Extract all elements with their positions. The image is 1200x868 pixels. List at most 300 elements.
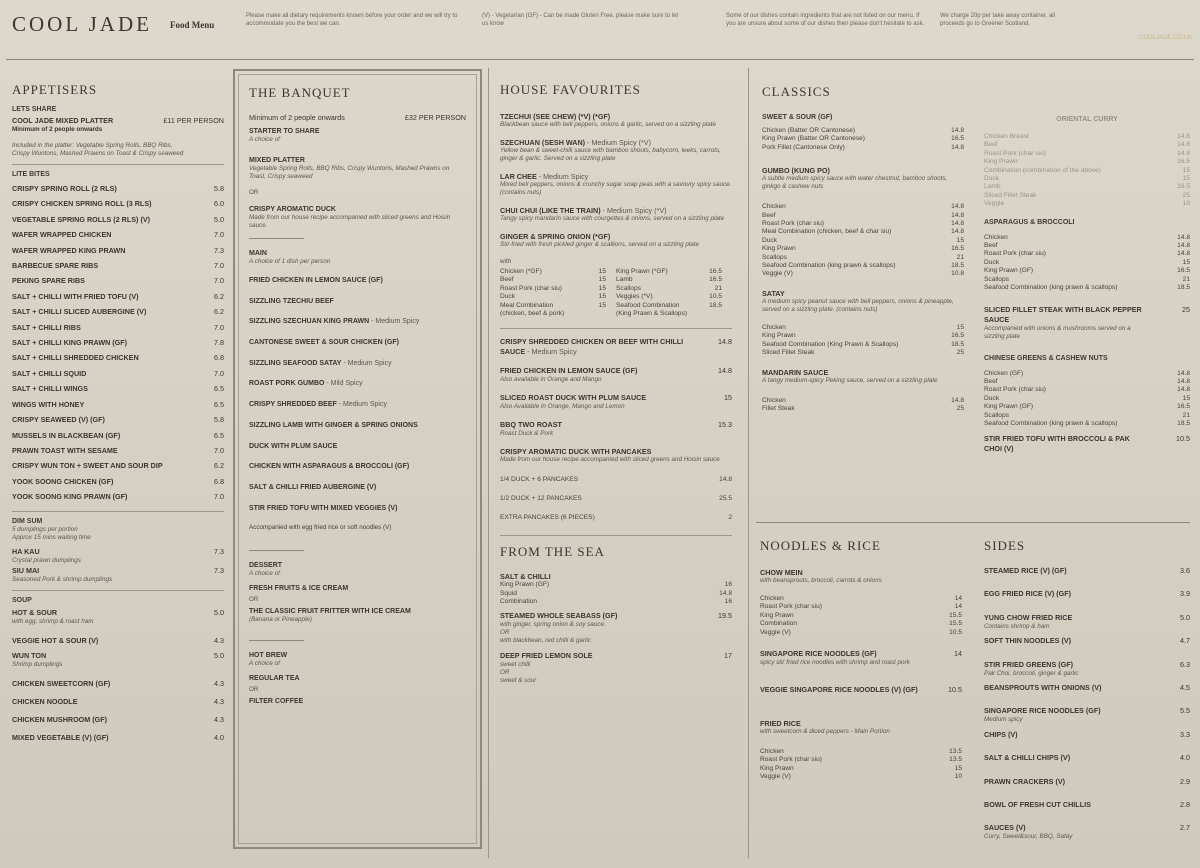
item-price: 14.8 — [718, 366, 732, 376]
menu-row — [12, 428, 224, 443]
seabass — [500, 611, 732, 621]
house-item — [500, 112, 732, 129]
item-price: 5.5 — [1180, 706, 1190, 716]
option-name: Veggie — [984, 200, 1005, 208]
option-name: Roast Pork (char siu) — [984, 386, 1046, 394]
item-name: SINGAPORE RICE NOODLES (GF) — [984, 706, 1101, 716]
item-name: SZECHUAN (SESH WAN) — [500, 138, 586, 147]
menu-row — [12, 693, 224, 711]
option-price: 14.8 — [1177, 250, 1190, 258]
option-name: Chicken (GF) — [984, 369, 1024, 377]
option-row — [984, 386, 1190, 394]
banquet-platter: MIXED PLATTER — [249, 157, 305, 164]
item-name: CHIPS (V) — [984, 729, 1018, 739]
option-name: Veggie (V) — [760, 628, 791, 636]
option-price: 14.8 — [1177, 386, 1190, 394]
veggie-singapore-noodles — [760, 685, 962, 695]
option-name: (chicken, beef & pork) — [500, 310, 565, 318]
duck-option — [500, 489, 732, 508]
option-name: Beef — [762, 211, 776, 219]
option-price: 13.5 — [949, 756, 962, 764]
fritter-desc: (Banana or Pineapple) — [249, 616, 313, 624]
option-row — [762, 254, 964, 262]
greens-list — [984, 370, 1190, 429]
option-price: 15 — [1182, 175, 1190, 183]
menu-row — [12, 607, 224, 618]
option-row — [984, 412, 1190, 420]
house-item — [500, 206, 732, 223]
house-more-list — [500, 337, 732, 438]
banquet-platter-desc: Vegetable Spring Rolls, BBQ Ribs, Crispy Wuntons, Mashed Prawns on Toast, Crispy seaweed — [249, 165, 450, 180]
item-name: SALT & CHILLI CHIPS (V) — [984, 753, 1071, 763]
item-price: 6.8 — [214, 353, 224, 363]
option-price: 25 — [956, 404, 964, 412]
option-row — [500, 590, 732, 598]
option-row — [762, 212, 964, 220]
item-name — [500, 337, 690, 357]
item-price: 4.3 — [214, 696, 224, 706]
banquet-main-item — [249, 317, 466, 326]
item-price: 6.2 — [214, 307, 224, 317]
item-name: YUNG CHOW FRIED RICE — [984, 612, 1073, 622]
option-name: King Prawn (GF) — [500, 581, 550, 589]
house-favourites-column — [500, 82, 732, 685]
item-price: 10.5 — [1176, 434, 1190, 444]
option-row — [760, 612, 962, 620]
item-desc: Medium spicy — [984, 716, 1023, 724]
option-price: 14.8 — [1177, 233, 1190, 241]
option-row — [616, 285, 722, 293]
item-price: 7.0 — [214, 276, 224, 286]
option-row — [500, 293, 606, 301]
option-name: Duck — [984, 258, 1000, 266]
option-name: Meal Combination (chicken, beef & char siu) — [762, 228, 892, 236]
side-item — [984, 730, 1190, 753]
option-price: 16.5 — [709, 276, 722, 284]
banquet-duck-desc: Made from our house recipe accompanied with sliced greens and Hoisin sauce. — [249, 214, 451, 229]
banquet-minimum: Minimum of 2 people onwards — [249, 113, 345, 122]
item-name: WAFER WRAPPED KING PRAWN — [12, 245, 126, 255]
mandarin-desc: A tangy medium-spicy Peking sauce, served on a sizzling plate — [762, 376, 938, 384]
ingredients-note: Some of our dishes contain ingredients that are not listed on our menu. If you are unsure about some of our dishes then please don't hesitate to ask. — [726, 13, 925, 27]
item-price: 2.7 — [1180, 823, 1190, 833]
appetisers-title: APPETISERS — [12, 82, 98, 97]
option-price: 16.5 — [1177, 403, 1190, 411]
item-price: 10.5 — [948, 685, 962, 695]
option-name: Roast Pork (char siu) — [760, 756, 822, 764]
dim-sum-list — [12, 546, 224, 584]
option-name: Duck — [984, 394, 1000, 402]
menu-row — [984, 777, 1190, 787]
menu-row — [12, 335, 224, 350]
option-row — [984, 242, 1190, 250]
sweet-sour-heading: SWEET & SOUR (GF) — [762, 114, 833, 121]
option-name: Roast Pork (char siu) — [762, 220, 824, 228]
item-name: BARBECUE SPARE RIBS — [12, 261, 99, 271]
item-price: 4.0 — [1180, 753, 1190, 763]
item-label: SLICED ROAST DUCK WITH PLUM SAUCE — [500, 393, 647, 403]
option-price: 10.5 — [709, 293, 722, 301]
option-row — [984, 200, 1190, 208]
menu-row — [984, 660, 1190, 670]
lite-bites-list — [12, 181, 224, 505]
option-price: 16.5 — [951, 332, 964, 340]
house-item — [500, 420, 732, 438]
option-name: Scallops — [762, 253, 787, 261]
mandarin-list — [762, 397, 964, 414]
column-divider — [748, 68, 749, 858]
option-name: Scallops — [616, 284, 641, 292]
aromatic-duck-desc: Made from our house recipe accompanied with sliced greens and Hoisin sauce — [500, 456, 720, 464]
dim-sum-note: 5 dumplings per portion — [12, 525, 78, 533]
option-price: 15 — [598, 293, 606, 301]
option-name: EXTRA PANCAKES (6 PIECES) — [500, 514, 595, 522]
item-desc: Stir-fried with fresh pickled ginger & scallions, served on a sizzling plate — [500, 241, 700, 248]
oriental-curry-block — [984, 116, 1190, 209]
item-desc: Mixed bell peppers, onions & crunchy sugar snap peas with a savoury spicy sauce. (contains nuts) — [500, 181, 732, 196]
item-desc: Also available in Orange and Mango — [500, 376, 602, 384]
option-name: Duck — [762, 236, 778, 244]
option-row — [984, 141, 1190, 149]
hot-brew-choice: A choice of — [249, 660, 280, 668]
mandarin-heading: MANDARIN SAUCE — [762, 367, 829, 377]
asparagus-list — [984, 234, 1190, 293]
item-name: HOT & SOUR — [12, 607, 58, 617]
chow-mein-desc: with beansprouts, broccoli, carrots & onions — [760, 577, 882, 584]
option-name: Seafood Combination (king prawn & scallops) — [984, 419, 1118, 427]
option-price: 25 — [956, 349, 964, 357]
item-price: 5.0 — [214, 607, 224, 617]
item-name — [500, 366, 690, 376]
menu-row — [500, 337, 732, 357]
item-price: 4.7 — [1180, 636, 1190, 646]
item-price: 5.0 — [1180, 612, 1190, 622]
column-divider — [488, 68, 489, 858]
side-item — [984, 706, 1190, 729]
main-choice: A choice of 1 dish per person — [249, 258, 331, 265]
item-name: CHICKEN WITH ASPARAGUS & BROCCOLI (GF) — [249, 463, 410, 471]
option-row — [984, 370, 1190, 378]
option-row — [500, 276, 606, 284]
item-name: SIZZLING TZECHIU BEEF — [249, 297, 334, 305]
option-price: 14 — [954, 603, 962, 611]
option-row — [760, 765, 962, 773]
item-price: 6.5 — [214, 384, 224, 394]
item-desc: Roast Duck & Pork — [500, 430, 554, 438]
regular-tea: REGULAR TEA — [249, 675, 300, 683]
option-price: 21 — [714, 284, 722, 292]
option-name: Sliced Fillet Steak — [984, 191, 1037, 199]
item-price: 7.0 — [214, 261, 224, 271]
menu-row — [500, 420, 732, 430]
item-desc: Yellow bean & sweet-chilli sauce with bamboo shoots, babycorn, leeks, carrots, ginger & garlic. Served on a sizzling plate — [500, 147, 721, 162]
section-divider — [12, 511, 224, 512]
house-item — [500, 232, 732, 249]
side-item — [984, 613, 1190, 636]
option-row — [984, 250, 1190, 258]
soup-list — [12, 607, 224, 747]
item-spice: - Medium Spicy — [341, 359, 392, 367]
menu-row — [12, 196, 224, 211]
option-price: 15.5 — [949, 620, 962, 628]
item-title — [500, 172, 732, 181]
item-price: 7.0 — [214, 322, 224, 332]
item-price: 5.8 — [214, 415, 224, 425]
item-name: STIR FRIED GREENS (GF) — [984, 659, 1074, 669]
option-price: 14.8 — [719, 476, 732, 484]
with-left-list — [500, 268, 606, 318]
item-title — [500, 138, 732, 147]
or-label: OR — [500, 668, 510, 676]
item-name: GINGER & SPRING ONION (*GF) — [500, 232, 611, 241]
menu-row — [12, 273, 224, 288]
menu-row — [12, 350, 224, 365]
option-name: Sliced Fillet Steak — [762, 349, 815, 357]
item-price: 6.5 — [214, 430, 224, 440]
item-price: 4.3 — [214, 714, 224, 724]
option-price: 10 — [954, 773, 962, 781]
option-name: Pork Fillet (Cantonese Only) — [762, 143, 845, 151]
option-name: King Prawn — [984, 158, 1018, 166]
option-price: 16.5 — [1177, 183, 1190, 191]
banquet-main-item — [249, 379, 466, 388]
menu-row — [12, 546, 224, 557]
item-spice: - Medium Spicy — [525, 347, 577, 357]
legend-note: (V) - Vegetarian (GF) - Can be made Gluten Free, please make sure to let us know — [482, 13, 679, 27]
option-price: 14.8 — [1177, 149, 1190, 157]
option-row — [760, 748, 962, 756]
starter-heading: STARTER TO SHARE — [249, 128, 320, 135]
option-row — [616, 310, 722, 318]
item-name: STEAMED RICE (V) (GF) — [984, 566, 1067, 575]
aromatic-duck: CRISPY AROMATIC DUCK WITH PANCAKES — [500, 447, 652, 457]
banquet-main-item — [249, 421, 466, 430]
menu-row — [12, 366, 224, 381]
item-name: LAR CHEE — [500, 172, 537, 181]
platter-minimum: Minimum of 2 people onwards — [12, 126, 103, 133]
item-spice: - Medium Spicy — [536, 172, 589, 181]
lite-bites-heading: LITE BITES — [12, 171, 50, 178]
option-name: King Prawn (GF) — [984, 403, 1034, 411]
option-name: King Prawn (*GF) — [616, 268, 668, 275]
menu-row — [12, 212, 224, 227]
item-desc: with egg, shrimp & roast ham — [12, 617, 94, 625]
item-price: 3.3 — [1180, 729, 1190, 739]
item-price: 6.2 — [214, 291, 224, 301]
duck-option — [500, 508, 732, 527]
classics-right-column — [984, 116, 1190, 454]
house-item — [500, 337, 732, 357]
item-desc: Tangy spicy mandarin sauce with courgettes & onions, served on a sizzling plate — [500, 215, 725, 222]
option-price: 16.5 — [709, 268, 722, 275]
item-name: WINGS WITH HONEY — [12, 399, 85, 409]
option-name: Seafood Combination (king prawn & scallops) — [762, 262, 896, 270]
item-desc: Contains shrimp & ham — [984, 622, 1050, 630]
side-item — [984, 777, 1190, 800]
option-row — [984, 175, 1190, 183]
accompaniment-note: Accompanied with egg fried rice or soft noodles (V) — [249, 524, 392, 532]
house-item — [500, 393, 732, 411]
option-name: Seafood Combination — [616, 301, 680, 309]
option-name: Combination — [760, 620, 798, 628]
item-label: BBQ TWO ROAST — [500, 420, 562, 430]
item-price: 3.6 — [1180, 566, 1190, 575]
item-name: SALT + CHILLI WITH FRIED TOFU (V) — [12, 291, 139, 301]
option-price: 15 — [954, 764, 962, 772]
sweet-sour-list — [762, 127, 964, 152]
item-desc: Pak Choi, broccoli, ginger & garlic — [984, 669, 1079, 677]
option-price: 14.8 — [1177, 141, 1190, 149]
option-row — [762, 349, 964, 357]
option-price: 15.5 — [949, 611, 962, 619]
option-price: 15 — [598, 284, 606, 292]
duck-option — [500, 470, 732, 489]
option-price: 15 — [1182, 166, 1190, 174]
item-name: ROAST PORK GUMBO — [249, 380, 325, 388]
dessert-fritter: THE CLASSIC FRUIT FRITTER WITH ICE CREAM — [249, 608, 411, 616]
curry-heading: ORIENTAL CURRY — [1056, 116, 1118, 123]
option-name: King Prawn — [760, 611, 794, 619]
section-divider — [500, 535, 732, 536]
item-name: SOFT THIN NOODLES (V) — [984, 636, 1072, 646]
option-price: 18.5 — [951, 340, 964, 348]
menu-row — [12, 565, 224, 576]
option-name: Chicken — [760, 748, 784, 756]
item-price: 7.0 — [214, 445, 224, 455]
main-heading: MAIN — [249, 250, 267, 257]
option-row — [984, 133, 1190, 141]
option-name: Lamb — [984, 183, 1001, 191]
item-name: EGG FRIED RICE (V) (GF) — [984, 589, 1072, 599]
option-name: Roast Pork (char siu) — [760, 603, 822, 611]
item-price: 6.0 — [214, 199, 224, 209]
option-row — [762, 135, 964, 143]
menu-row — [12, 289, 224, 304]
option-name: Chicken — [762, 203, 786, 211]
banquet-main-item — [249, 359, 466, 368]
item-price: 4.3 — [214, 635, 224, 645]
curry-list — [984, 133, 1190, 209]
option-name: King Prawn — [762, 245, 796, 253]
option-name: Seafood Combination (King Prawn & Scallops) — [762, 340, 899, 348]
option-name: Chicken — [762, 323, 786, 331]
item-name: DUCK WITH PLUM SAUCE — [249, 442, 338, 450]
stir-fried-tofu — [984, 434, 1190, 454]
item-price: 4.3 — [214, 678, 224, 688]
option-name: King Prawn (GF) — [984, 267, 1034, 275]
option-row — [760, 773, 962, 781]
hot-brew-heading: HOT BREW — [249, 652, 288, 660]
singapore-desc: spicy stir fried rice noodles with shrimp and roast pork — [760, 659, 910, 667]
option-row — [762, 332, 964, 340]
option-price: 14 — [954, 595, 962, 602]
option-name: Duck — [500, 293, 516, 301]
item-price: 7.0 — [214, 368, 224, 378]
takeaway-note: We charge 20p per take away container, all proceeds go to Greener Scotland. — [940, 13, 1055, 27]
house-item — [500, 138, 732, 163]
option-row — [984, 150, 1190, 158]
option-name: Combination — [500, 598, 538, 606]
banquet-main-item — [249, 483, 466, 492]
item-price: 6.2 — [214, 461, 224, 471]
dessert-fruit: FRESH FRUITS & ICE CREAM — [249, 585, 349, 593]
option-name: Fillet Steak — [762, 404, 795, 412]
option-price: 14.8 — [951, 211, 964, 219]
option-name: Chicken — [760, 595, 784, 602]
short-divider — [249, 640, 304, 641]
side-item — [984, 683, 1190, 706]
item-name: DEEP FRIED LEMON SOLE — [500, 650, 593, 660]
option-row — [984, 267, 1190, 275]
option-name: Scallops — [984, 275, 1009, 283]
dim-sum-heading: DIM SUM — [12, 517, 43, 525]
chow-mein-list — [760, 595, 962, 637]
with-label: with — [500, 258, 512, 265]
item-name: WAFER WRAPPED CHICKEN — [12, 230, 112, 240]
option-row — [500, 598, 732, 606]
option-row — [500, 268, 606, 276]
soup-heading: SOUP — [12, 596, 32, 604]
option-row — [762, 144, 964, 152]
item-spice: - Medium Spicy — [369, 318, 420, 326]
option-price: 15 — [598, 276, 606, 284]
item-price: 7.0 — [214, 492, 224, 502]
sides-column — [984, 538, 1190, 847]
chow-mein-heading: CHOW MEIN — [760, 568, 803, 577]
option-row — [760, 629, 962, 637]
item-name: MUSSELS IN BLACKBEAN (GF) — [12, 430, 121, 440]
satay-desc: A medium spicy peanut sauce with bell peppers, onions & pineapple, served on a sizzling plate. (contains nuts) — [762, 297, 954, 313]
gumbo-desc: A subtle medium spicy sauce with water chestnut, bamboo shoots, ginkgo & cashew nuts — [762, 175, 948, 191]
item-name: PRAWN CRACKERS (V) — [984, 776, 1066, 786]
item-name: CHICKEN SWEETCORN (GF) — [12, 678, 111, 688]
side-item — [984, 800, 1190, 823]
option-price: 16.5 — [951, 135, 964, 143]
item-price: 17 — [724, 650, 732, 660]
gumbo-heading: GUMBO (KUNG PO) — [762, 166, 830, 176]
duck-options — [500, 470, 732, 527]
item-title — [500, 112, 732, 121]
menu-row — [12, 474, 224, 489]
item-title — [500, 232, 732, 241]
item-price: 19.5 — [718, 610, 732, 620]
fried-rice-heading: FRIED RICE — [760, 719, 801, 729]
banquet-price: £32 PER PERSON — [404, 113, 466, 122]
dietary-note: Please make all dietary requirements known before your order and we will try to accommodate you the best we can. — [246, 13, 458, 27]
menu-row — [984, 800, 1190, 810]
option-row — [500, 581, 732, 589]
item-name: SIZZLING SZECHUAN KING PRAWN — [249, 318, 370, 326]
option-price: 18.5 — [951, 262, 964, 270]
banquet-main-item — [249, 400, 466, 409]
option-price: 18.5 — [1177, 419, 1190, 427]
menu-row — [984, 636, 1190, 646]
item-price: 5.8 — [214, 184, 224, 193]
seabass-desc-alt: with blackbean, red chilli & garlic — [500, 636, 591, 644]
option-row — [762, 228, 964, 236]
option-name: Roast Pork (char siu) — [984, 250, 1046, 258]
classics-column — [762, 84, 964, 413]
seabass-desc: with ginger, spring onion & soy sauce. — [500, 620, 606, 628]
option-price: 16.5 — [1177, 267, 1190, 275]
item-name: PEKING SPARE RIBS — [12, 276, 85, 286]
option-row — [984, 420, 1190, 428]
corner-website: COOLJADE.CO.UK — [1138, 35, 1192, 41]
banquet-main-item — [249, 504, 466, 513]
item-price: £11 PER PERSON — [163, 116, 224, 125]
option-name: Chicken Breast — [984, 133, 1029, 140]
option-price: 18.5 — [709, 301, 722, 309]
